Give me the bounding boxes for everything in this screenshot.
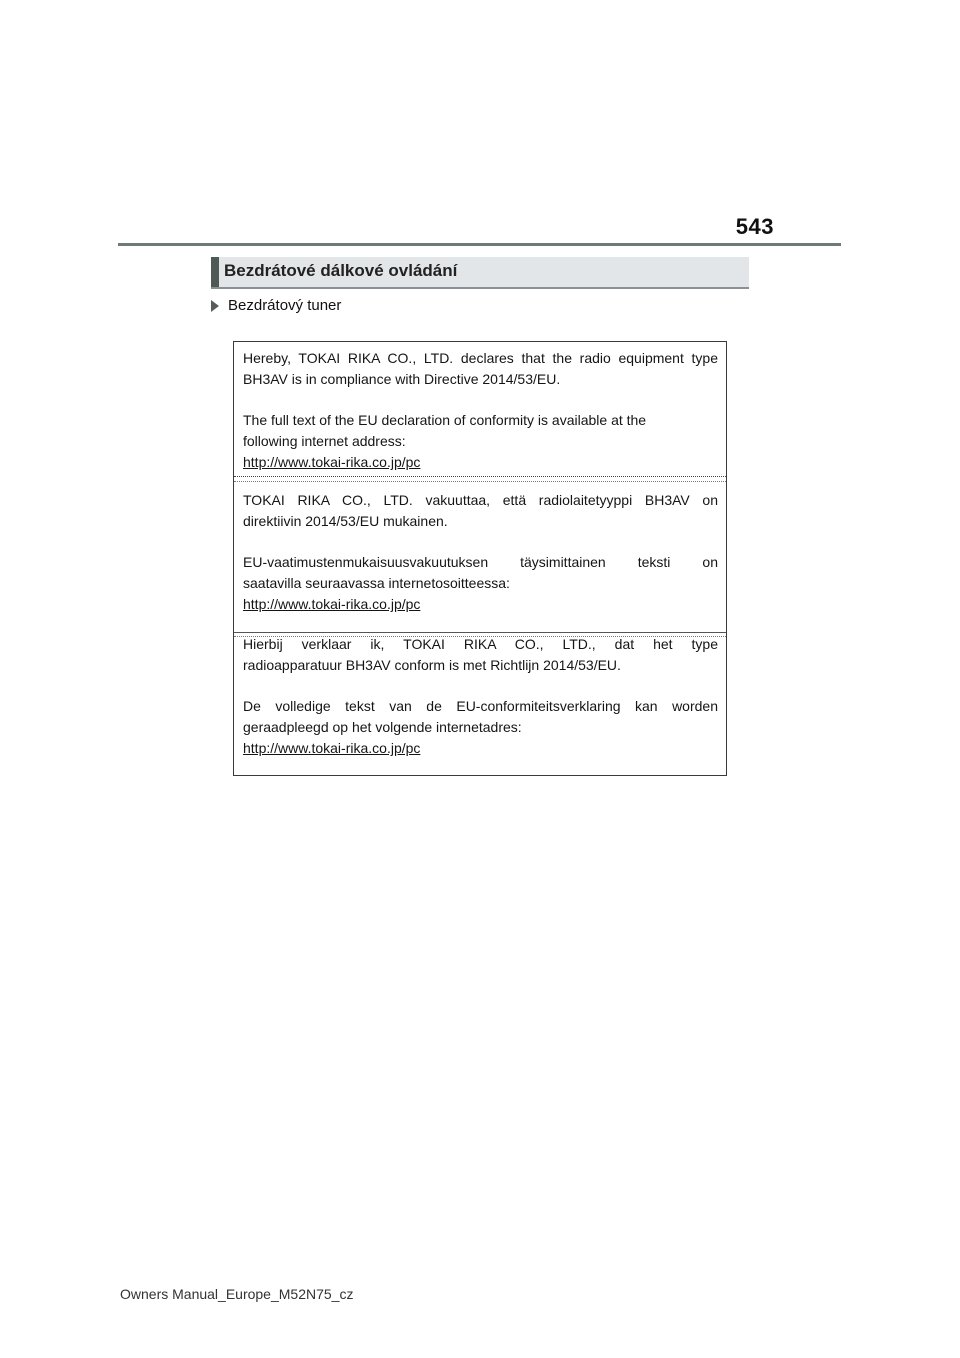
declaration-statement-line: radioapparatuur BH3AV conform is met Richtlijn 2014/53/EU. [243,657,621,673]
declaration-availability-line: geraadpleegd op het volgende internetadres: [243,719,522,735]
section-heading-text: Bezdrátové dálkové ovládání [224,261,458,280]
declaration-statement-line: Hereby, TOKAI RIKA CO., LTD. declares that the radio equipment type [243,350,718,366]
triangle-bullet-icon [211,300,219,312]
declaration-link[interactable]: http://www.tokai-rika.co.jp/pc [243,454,421,470]
declaration-availability-line: saatavilla seuraavassa internetosoitteessa: [243,575,510,591]
page-number: 543 [735,214,774,239]
declaration-dutch [243,634,718,759]
declaration-statement-line: BH3AV is in compliance with Directive 2014/53/EU. [243,371,561,387]
section-divider [234,632,726,633]
declaration-statement-line: TOKAI RIKA CO., LTD. vakuuttaa, että radiolaitetyyppi BH3AV on [243,492,718,508]
section-heading [211,257,749,289]
subheading [211,297,341,314]
declaration-availability-line: following internet address: [243,433,406,449]
declaration-statement-line: Hierbij verklaar ik, TOKAI RIKA CO., LTD., dat het type [243,636,718,652]
declaration-availability-line: The full text of the EU declaration of conformity is available at the [243,412,647,428]
declaration-statement-line: direktiivin 2014/53/EU mukainen. [243,513,448,529]
section-divider [234,476,726,477]
page-footer: Owners Manual_Europe_M52N75_cz [120,1286,354,1302]
declaration-link[interactable]: http://www.tokai-rika.co.jp/pc [243,596,421,612]
declaration-availability-line: EU-vaatimustenmukaisuusvakuutuksen täysimittainen teksti on [243,554,718,570]
section-heading-bar [211,257,219,287]
declaration-link[interactable]: http://www.tokai-rika.co.jp/pc [243,740,421,756]
declaration-english [243,348,718,473]
subheading-text: Bezdrátový tuner [228,297,342,314]
declaration-box [233,341,727,776]
declaration-availability-line: De volledige tekst van de EU-conformiteitsverklaring kan worden [243,698,718,714]
declaration-finnish [243,490,718,615]
header-rule [118,243,841,246]
